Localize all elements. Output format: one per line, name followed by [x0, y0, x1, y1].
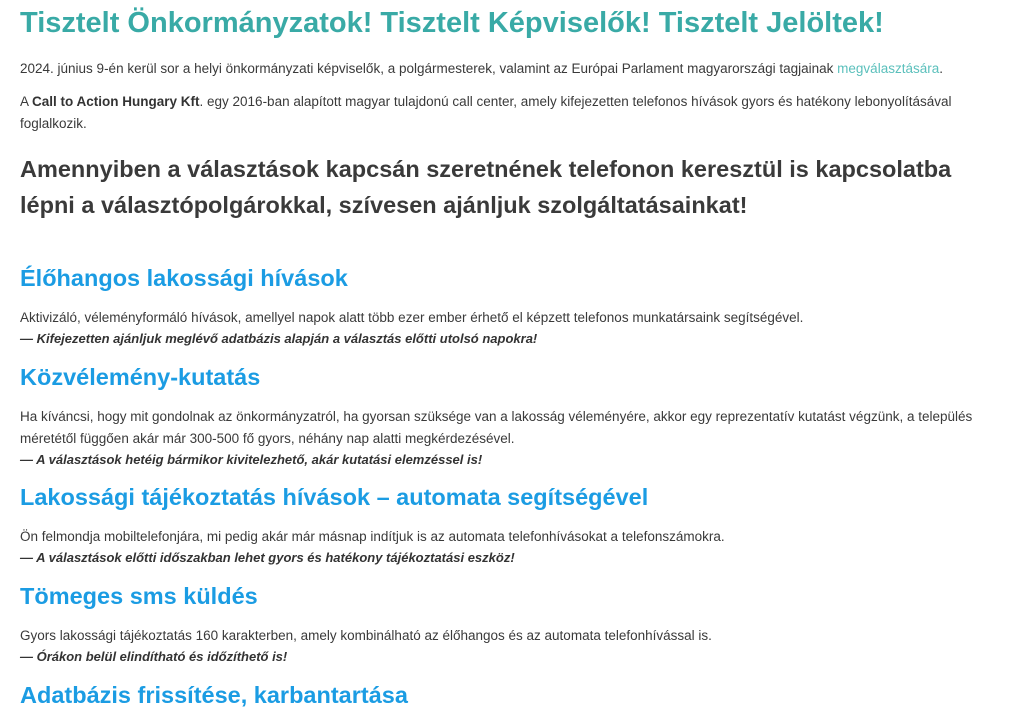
election-link[interactable]: megválasztására: [837, 61, 940, 76]
company-name: Call to Action Hungary Kft: [32, 94, 200, 109]
service-note: — Órákon belül elindítható és időzíthető is!: [20, 649, 288, 664]
intro-text: 2024. június 9-én kerül sor a helyi önkormányzati képviselők, a polgármesterek, valamint az Európai Parlament magyarországi tagjainak: [20, 61, 838, 76]
service-note: — A választások hetéig bármikor kivitelezhető, akár kutatási elemzéssel is!: [20, 452, 483, 467]
service-title: Lakossági tájékoztatás hívások – automata segítségével: [20, 484, 649, 510]
company-prefix: A: [20, 94, 33, 109]
service-description: Aktivizáló, véleményformáló hívások, amellyel napok alatt több ezer ember érhető el képzett telefonos munkatársaink segítségével.: [20, 310, 804, 325]
service-live-calls: [20, 263, 1004, 349]
service-note: — A választások előtti időszakban lehet gyors és hatékony tájékoztatási eszköz!: [20, 550, 515, 565]
intro-paragraph: [20, 58, 1004, 80]
company-paragraph: [20, 91, 1004, 135]
service-bulk-sms: [20, 581, 1004, 667]
company-text: . egy 2016-ban alapított magyar tulajdonú call center, amely kifejezetten telefonos hívások gyors és hatékony lebonyolításával foglalkozik.: [20, 94, 952, 131]
service-description: Ön felmondja mobiltelefonjára, mi pedig akár már másnap indítjuk is az automata telefonhívásokat a telefonszámokra.: [20, 529, 725, 544]
cta-heading: Amennyiben a választások kapcsán szeretnének telefonon keresztül is kapcsolatba lépni a választópolgárokkal, szívesen ajánljuk szolgáltatásainkat!: [20, 156, 952, 218]
service-opinion-poll: [20, 362, 1004, 470]
service-automated-calls: [20, 482, 1004, 568]
service-title: Élőhangos lakossági hívások: [20, 265, 348, 291]
service-description: Gyors lakossági tájékoztatás 160 karakterben, amely kombinálható az élőhangos és az automata telefonhívással is.: [20, 628, 712, 643]
service-title: Közvélemény-kutatás: [20, 364, 261, 390]
service-title: Tömeges sms küldés: [20, 583, 258, 609]
service-database-maintenance: [20, 680, 1004, 710]
service-note: — Kifejezetten ajánljuk meglévő adatbázis alapján a választás előtti utolsó napokra!: [20, 331, 538, 346]
service-description: Ha kíváncsi, hogy mit gondolnak az önkormányzatról, ha gyorsan szüksége van a lakosság véleményére, akkor egy reprezentatív kutatást végzünk, a település méretétől függően akár már 300-500 fő gyors, néhány nap alatti megkérdezésével.: [20, 409, 973, 446]
page-title: Tisztelt Önkormányzatok! Tisztelt Képviselők! Tisztelt Jelöltek!: [20, 7, 884, 39]
intro-text-end: .: [939, 61, 943, 76]
service-title: Adatbázis frissítése, karbantartása: [20, 682, 408, 708]
